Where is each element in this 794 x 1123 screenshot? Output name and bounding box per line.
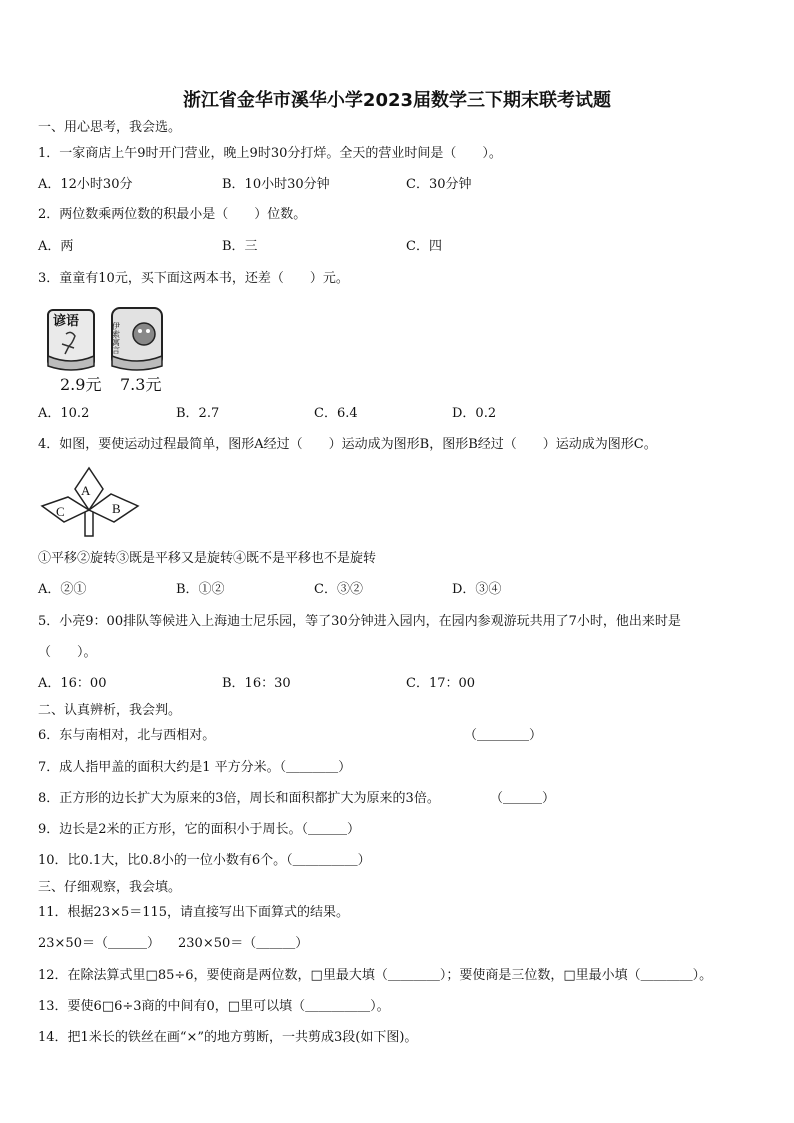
shape-c-label: C (56, 504, 65, 519)
q4-option-b: B．①② (176, 582, 225, 597)
question-7: 7．成人指甲盖的面积大约是1 平方分米。（＿＿＿＿） (38, 760, 352, 775)
q5-option-b: B．16：30 (222, 676, 291, 691)
question-13: 13．要使6□6÷3商的中间有0，□里可以填（＿＿＿＿＿）。 (38, 999, 390, 1014)
question-5-cont: （ ）。 (38, 645, 97, 660)
q2-option-a: A．两 (38, 239, 74, 254)
q5-option-c: C．17：00 (406, 676, 476, 691)
book1-price: 2.9元 (60, 375, 102, 394)
q5-option-a: A．16：00 (38, 676, 107, 691)
q1-option-c: C．30分钟 (406, 177, 472, 192)
book2-price: 7.3元 (120, 375, 162, 394)
q1-option-a: A．12小时30分 (38, 177, 133, 192)
kite-shapes-diagram (38, 464, 142, 538)
question-1: 1．一家商店上午9时开门营业，晚上9时30分打烊。全天的营业时间是（ ）。 (38, 146, 502, 161)
page-title: 浙江省金华市溪华小学2023届数学三下期末联考试题 (182, 90, 612, 111)
question-2: 2．两位数乘两位数的积最小是（ ）位数。 (38, 207, 307, 222)
question-10: 10．比0.1大，比0.8小的一位小数有6个。（＿＿＿＿＿） (38, 853, 371, 868)
q8-answer-blank: （＿＿＿） (490, 791, 556, 806)
q4-choices: ①平移②旋转③既是平移又是旋转④既不是平移也不是旋转 (38, 551, 377, 566)
question-6: 6．东与南相对，北与西相对。 (38, 728, 216, 743)
question-12: 12．在除法算式里□85÷6，要使商是两位数，□里最大填（＿＿＿＿）；要使商是三位数，□里最小填（＿＿＿＿）。 (38, 968, 713, 983)
question-9: 9．边长是2米的正方形，它的面积小于周长。（＿＿＿） (38, 822, 361, 837)
q3-option-d: D．0.2 (452, 406, 497, 421)
shape-a-label: A (81, 483, 91, 498)
book1-title: 谚语 (53, 314, 80, 329)
question-8: 8．正方形的边长扩大为原来的3倍，周长和面积都扩大为原来的3倍。 (38, 791, 440, 806)
question-3: 3．童童有10元，买下面这两本书，还差（ ）元。 (38, 271, 349, 286)
section-heading-2: 二、认真辨析，我会判。 (38, 703, 182, 718)
q4-option-d: D．③④ (452, 582, 502, 597)
books-illustration (44, 300, 174, 392)
section-heading-3: 三、仔细观察，我会填。 (38, 880, 182, 895)
section-heading-1: 一、用心思考，我会选。 (38, 120, 182, 135)
question-14: 14．把1米长的铁丝在画“×”的地方剪断，一共剪成3段(如下图)。 (38, 1030, 418, 1045)
q4-option-a: A．②① (38, 582, 87, 597)
question-5: 5．小亮9：00排队等候进入上海迪士尼乐园，等了30分钟进入园内，在园内参观游玩共用了7小时，他出来时是 (38, 614, 681, 629)
shape-b-label: B (112, 501, 121, 516)
q3-option-a: A．10.2 (38, 406, 90, 421)
q2-option-c: C．四 (406, 239, 442, 254)
q3-option-b: B．2.7 (176, 406, 220, 421)
q3-option-c: C．6.4 (314, 406, 358, 421)
question-11: 11．根据23×5＝115，请直接写出下面算式的结果。 (38, 905, 350, 920)
book2-title: 伊索寓言 (111, 322, 121, 354)
shape-rotation-figure (38, 464, 142, 538)
q11-expression-1: 23×50＝（＿＿＿） (38, 936, 160, 951)
question-4: 4．如图，要使运动过程最简单，图形A经过（ ）运动成为图形B，图形B经过（ ）运动成为图形C。 (38, 437, 657, 452)
q2-option-b: B．三 (222, 239, 258, 254)
q1-option-b: B．10小时30分钟 (222, 177, 330, 192)
q6-answer-blank: （＿＿＿＿） (464, 728, 543, 743)
q4-option-c: C．③② (314, 582, 363, 597)
q11-expression-2: 230×50＝（＿＿＿） (178, 936, 309, 951)
